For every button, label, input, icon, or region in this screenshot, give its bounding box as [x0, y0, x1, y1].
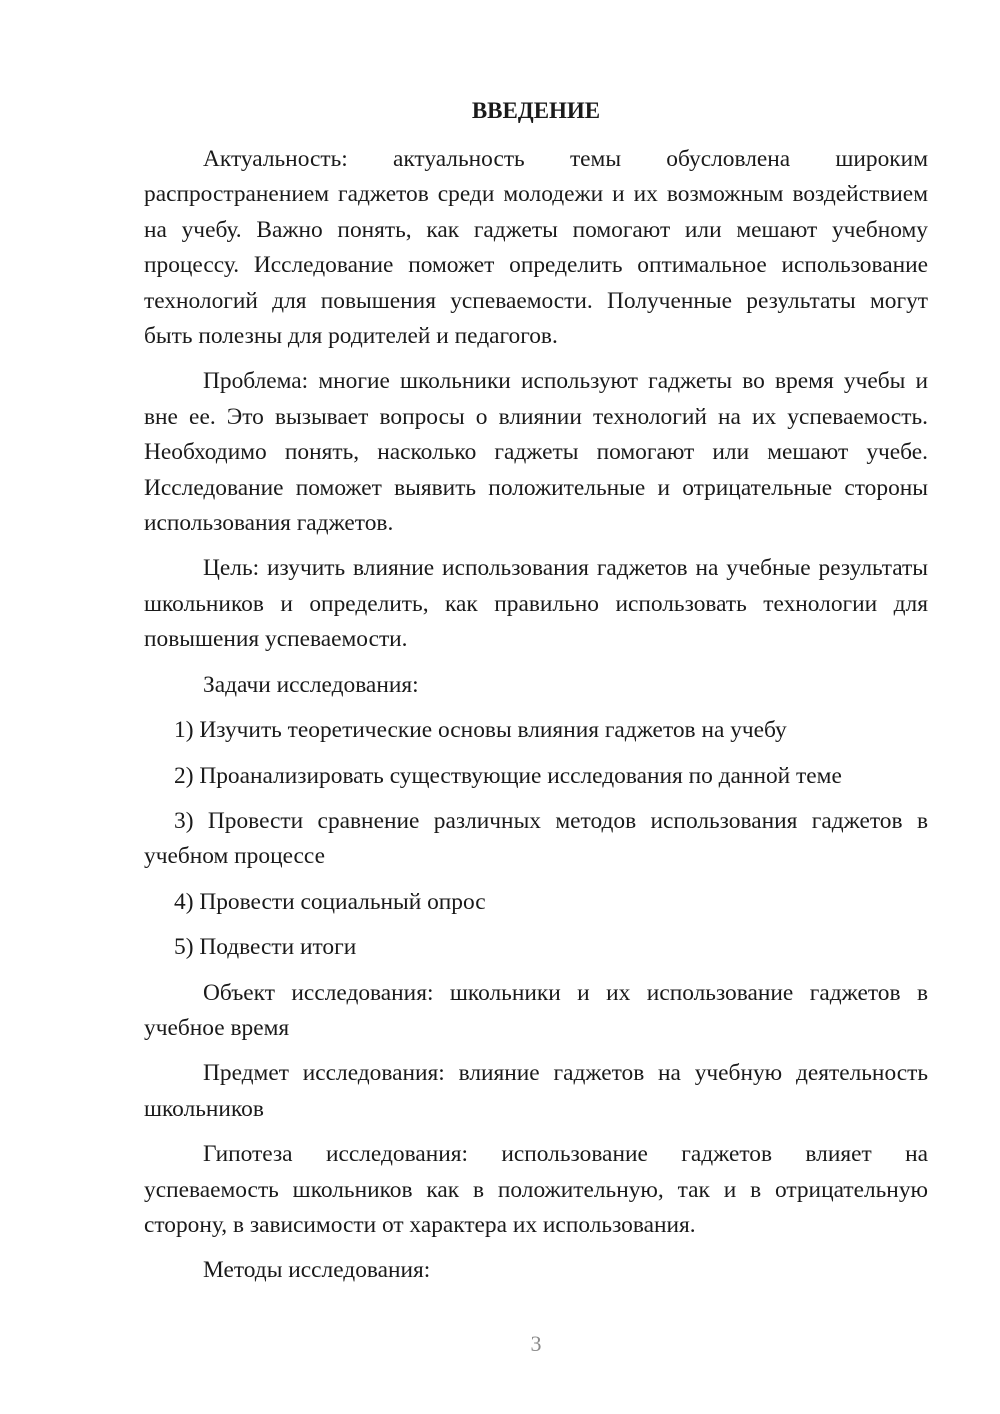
paragraph-tasks-heading: Задачи исследования:: [203, 671, 419, 698]
task-item-4: 4) Провести социальный опрос: [174, 888, 486, 915]
task-item-5: 5) Подвести итоги: [174, 934, 357, 961]
paragraph-methods-heading: Методы исследования:: [203, 1257, 431, 1284]
paragraph-object: Объект исследования: школьники и их использование гаджетов в учебное время: [144, 979, 928, 1041]
document-page: [144, 0, 928, 1414]
paragraph-hypothesis: Гипотеза исследования: использование гаджетов влияет на успеваемость школьников как в положительную, так и в отрицательную сторону, в зависимости от характера их использования.: [144, 1141, 928, 1238]
paragraph-subject: Предмет исследования: влияние гаджетов на учебную деятельность школьников: [144, 1060, 928, 1122]
task-item-3: 3) Провести сравнение различных методов использования гаджетов в учебном процессе: [144, 807, 928, 870]
page-number: 3: [530, 1331, 542, 1356]
paragraph-relevance: Актуальность: актуальность темы обусловлена широким распространением гаджетов среди молодежи и их возможным воздействием на учебу. Важно понять, как гаджеты помогают или мешают учебному процессу. Исследование поможет определить оптимальное использование технологий для повышения успеваемости. Полученные результаты могут быть полезны для родителей и педагогов.: [144, 146, 928, 350]
task-item-1: 1) Изучить теоретические основы влияния гаджетов на учебу: [174, 717, 787, 744]
paragraph-goal: Цель: изучить влияние использования гаджетов на учебные результаты школьников и определить, как правильно использовать технологии для повышения успеваемости.: [144, 555, 928, 653]
page-title: ВВЕДЕНИЕ: [471, 98, 601, 123]
document-body: [144, 142, 928, 1299]
paragraph-problem: Проблема: многие школьники используют гаджеты во время учебы и вне ее. Это вызывает вопросы о влиянии технологий на их успеваемость. Необходимо понять, насколько гаджеты помогают или мешают учебе. Исследование поможет выявить положительные и отрицательные стороны использования гаджетов.: [144, 368, 928, 537]
task-item-2: 2) Проанализировать существующие исследования по данной теме: [174, 762, 842, 789]
